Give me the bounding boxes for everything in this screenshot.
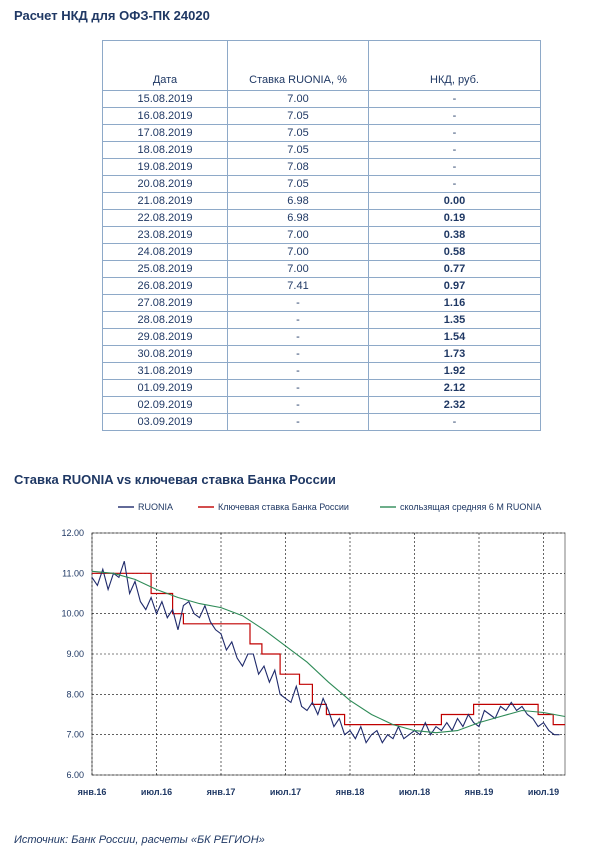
- table-header-row: [103, 41, 541, 91]
- cell-ruonia: 7.05: [228, 176, 369, 193]
- x-tick-label: янв.16: [77, 787, 107, 797]
- cell-ruonia: 7.00: [228, 261, 369, 278]
- y-axis: [61, 528, 84, 780]
- chart-legend: [118, 502, 541, 512]
- cell-date: 29.08.2019: [103, 329, 228, 346]
- legend-item: [118, 502, 173, 512]
- legend-label: скользящая средняя 6 M RUONIA: [400, 502, 542, 512]
- cell-date: 15.08.2019: [103, 91, 228, 108]
- table-title: Расчет НКД для ОФЗ-ПК 24020: [14, 8, 210, 23]
- chart-lines: [92, 561, 565, 743]
- cell-nkd: -: [369, 125, 541, 142]
- cell-date: 27.08.2019: [103, 295, 228, 312]
- cell-nkd: 0.97: [369, 278, 541, 295]
- table-row: [103, 295, 541, 312]
- series-key-rate-line: [92, 573, 565, 724]
- table-body: [103, 91, 541, 431]
- x-tick-label: июл.16: [140, 787, 173, 797]
- table-row: [103, 227, 541, 244]
- nkd-table: [102, 40, 541, 431]
- cell-nkd: 0.58: [369, 244, 541, 261]
- cell-date: 17.08.2019: [103, 125, 228, 142]
- y-tick-label: 8.00: [66, 689, 84, 700]
- table-row: [103, 108, 541, 125]
- cell-nkd: -: [369, 142, 541, 159]
- cell-date: 25.08.2019: [103, 261, 228, 278]
- legend-label: RUONIA: [138, 502, 174, 512]
- cell-nkd: -: [369, 176, 541, 193]
- cell-ruonia: 7.00: [228, 227, 369, 244]
- cell-nkd: 1.35: [369, 312, 541, 329]
- cell-date: 24.08.2019: [103, 244, 228, 261]
- y-tick-label: 12.00: [61, 528, 84, 538]
- legend-label: Ключевая ставка Банка России: [218, 502, 349, 512]
- table-row: [103, 91, 541, 108]
- source-note: Источник: Банк России, расчеты «БК РЕГИОН»: [14, 834, 265, 846]
- cell-date: 31.08.2019: [103, 363, 228, 380]
- cell-date: 26.08.2019: [103, 278, 228, 295]
- x-tick-label: июл.17: [269, 787, 302, 797]
- x-tick-label: янв.17: [206, 787, 236, 797]
- y-tick-label: 9.00: [66, 649, 84, 659]
- y-tick-label: 11.00: [62, 568, 84, 579]
- x-tick-label: июл.19: [527, 787, 560, 797]
- cell-nkd: -: [369, 414, 541, 431]
- cell-nkd: 2.12: [369, 380, 541, 397]
- cell-ruonia: 7.05: [228, 142, 369, 159]
- y-tick-label: 10.00: [61, 608, 84, 619]
- cell-ruonia: -: [228, 346, 369, 363]
- cell-ruonia: -: [228, 397, 369, 414]
- cell-ruonia: 6.98: [228, 210, 369, 227]
- table-row: [103, 278, 541, 295]
- cell-ruonia: -: [228, 380, 369, 397]
- cell-nkd: 1.92: [369, 363, 541, 380]
- cell-nkd: 0.19: [369, 210, 541, 227]
- cell-nkd: -: [369, 91, 541, 108]
- cell-ruonia: 7.41: [228, 278, 369, 295]
- cell-nkd: -: [369, 108, 541, 125]
- cell-date: 01.09.2019: [103, 380, 228, 397]
- cell-date: 30.08.2019: [103, 346, 228, 363]
- cell-ruonia: 7.05: [228, 108, 369, 125]
- chart-grid: [92, 533, 565, 775]
- cell-nkd: 1.73: [369, 346, 541, 363]
- cell-date: 19.08.2019: [103, 159, 228, 176]
- table-row: [103, 414, 541, 431]
- cell-ruonia: -: [228, 414, 369, 431]
- header-ruonia: Ставка RUONIA, %: [228, 41, 369, 91]
- cell-nkd: 1.16: [369, 295, 541, 312]
- x-axis: [78, 787, 559, 797]
- table-row: [103, 380, 541, 397]
- y-tick-label: 6.00: [66, 770, 84, 780]
- table-row: [103, 312, 541, 329]
- cell-ruonia: -: [228, 329, 369, 346]
- table-row: [103, 159, 541, 176]
- chart-title: Ставка RUONIA vs ключевая ставка Банка России: [14, 472, 336, 487]
- cell-nkd: 2.32: [369, 397, 541, 414]
- cell-ruonia: 7.05: [228, 125, 369, 142]
- cell-ruonia: -: [228, 295, 369, 312]
- cell-ruonia: 6.98: [228, 193, 369, 210]
- cell-date: 21.08.2019: [103, 193, 228, 210]
- x-tick-label: янв.19: [464, 787, 494, 797]
- cell-date: 20.08.2019: [103, 176, 228, 193]
- cell-ruonia: -: [228, 363, 369, 380]
- cell-nkd: 0.77: [369, 261, 541, 278]
- legend-item: [198, 502, 349, 512]
- table-row: [103, 397, 541, 414]
- cell-date: 23.08.2019: [103, 227, 228, 244]
- table-row: [103, 346, 541, 363]
- cell-nkd: 0.00: [369, 193, 541, 210]
- cell-date: 18.08.2019: [103, 142, 228, 159]
- cell-date: 02.09.2019: [103, 397, 228, 414]
- table-row: [103, 261, 541, 278]
- table-row: [103, 176, 541, 193]
- table-row: [103, 210, 541, 227]
- series-moving-average-line: [92, 571, 565, 732]
- table-row: [103, 363, 541, 380]
- cell-ruonia: 7.00: [228, 244, 369, 261]
- ruonia-chart: [0, 494, 611, 814]
- cell-ruonia: -: [228, 312, 369, 329]
- cell-date: 22.08.2019: [103, 210, 228, 227]
- table-row: [103, 142, 541, 159]
- cell-date: 16.08.2019: [103, 108, 228, 125]
- y-tick-label: 7.00: [66, 729, 84, 740]
- table-row: [103, 125, 541, 142]
- x-tick-label: янв.18: [335, 787, 365, 797]
- cell-ruonia: 7.00: [228, 91, 369, 108]
- header-nkd: НКД, руб.: [369, 41, 541, 91]
- cell-nkd: 1.54: [369, 329, 541, 346]
- cell-nkd: 0.38: [369, 227, 541, 244]
- cell-nkd: -: [369, 159, 541, 176]
- x-tick-label: июл.18: [398, 787, 431, 797]
- cell-ruonia: 7.08: [228, 159, 369, 176]
- cell-date: 28.08.2019: [103, 312, 228, 329]
- series-ruonia-line: [92, 561, 560, 743]
- legend-item: [380, 502, 541, 512]
- header-date: Дата: [103, 41, 228, 91]
- table-row: [103, 244, 541, 261]
- table-row: [103, 329, 541, 346]
- cell-date: 03.09.2019: [103, 414, 228, 431]
- table-row: [103, 193, 541, 210]
